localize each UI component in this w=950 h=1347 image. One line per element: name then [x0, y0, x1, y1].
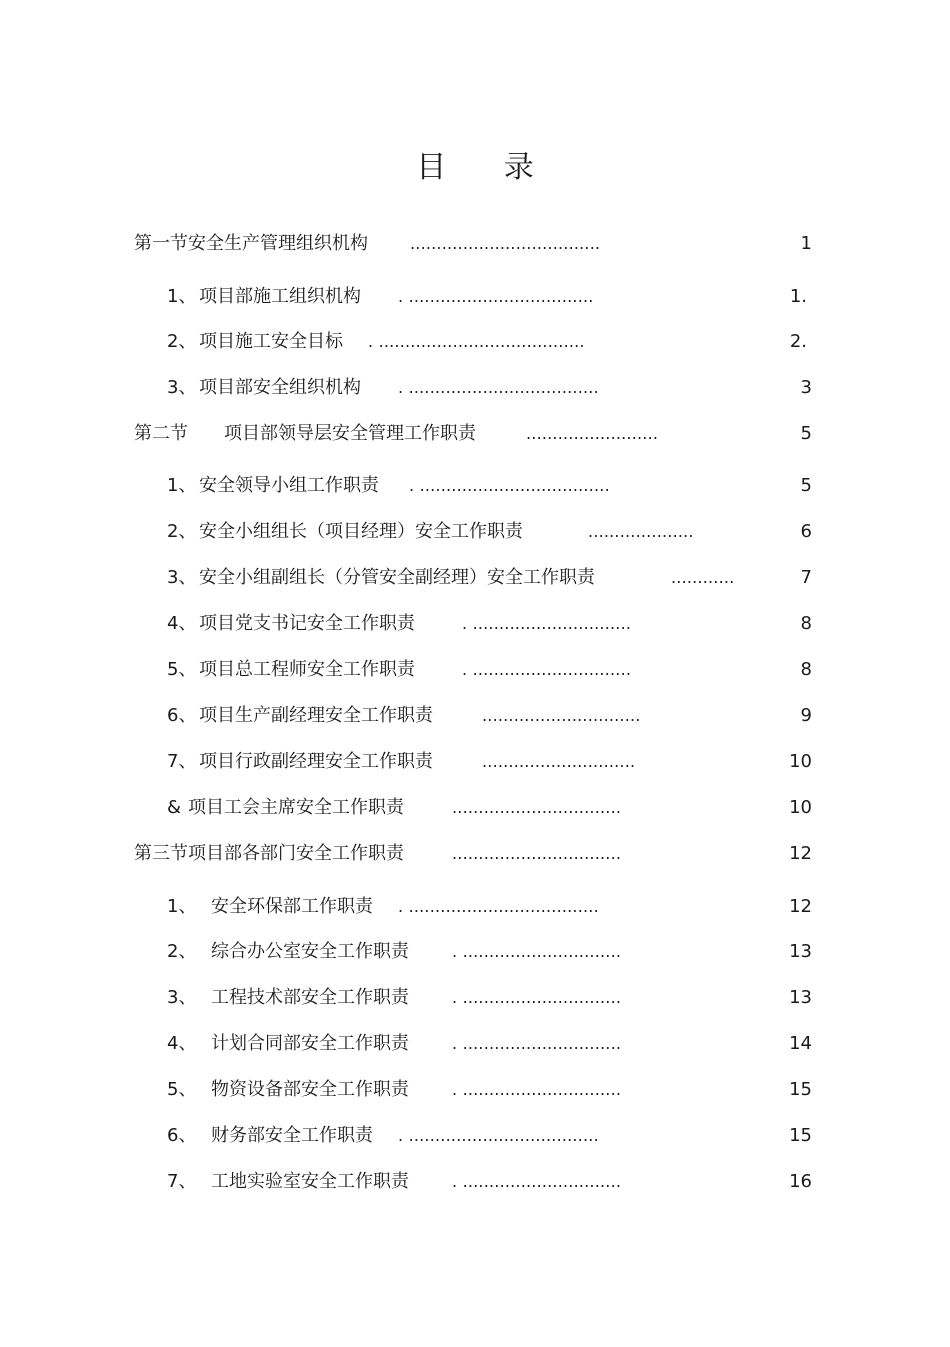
- toc-entry-number: 2、: [167, 941, 197, 962]
- toc-entry: [0, 609, 950, 639]
- toc-entry: [0, 282, 950, 312]
- toc-page-number: 16: [789, 1171, 812, 1192]
- toc-entry: [0, 655, 950, 685]
- toc-entry-number: 3、: [167, 377, 197, 398]
- toc-entry: [0, 229, 950, 259]
- toc-entry-label: 安全领导小组工作职责: [199, 475, 379, 496]
- toc-entry-label: 项目生产副经理安全工作职责: [199, 705, 433, 726]
- toc-entry: [0, 839, 950, 869]
- toc-leader-dots: ................................: [452, 798, 622, 817]
- toc-entry-number: 第二节: [134, 423, 188, 444]
- toc-entry-number: 4、: [167, 613, 197, 634]
- toc-entry-number: 1、: [167, 475, 197, 496]
- toc-entry-label: 项目施工安全目标: [199, 331, 343, 352]
- toc-leader-dots: . ..............................: [462, 614, 632, 633]
- toc-leader-dots: ....................: [588, 522, 694, 541]
- toc-entry: [0, 517, 950, 547]
- toc-leader-dots: ................................: [452, 844, 622, 863]
- toc-leader-dots: . .......................................: [368, 332, 585, 351]
- toc-entry-number: 1、: [167, 286, 197, 307]
- toc-entry: [0, 327, 950, 357]
- toc-entry: [0, 1121, 950, 1151]
- toc-entry-number: 2、: [167, 521, 197, 542]
- toc-leader-dots: .............................: [482, 752, 636, 771]
- toc-entry: [0, 983, 950, 1013]
- toc-entry-label: 项目部领导层安全管理工作职责: [224, 423, 476, 444]
- toc-entry-label: 计划合同部安全工作职责: [211, 1033, 409, 1054]
- toc-entry: [0, 793, 950, 823]
- toc-leader-dots: ............: [671, 568, 735, 587]
- toc-entry-number: 3、: [167, 567, 197, 588]
- toc-entry-label: 项目工会主席安全工作职责: [188, 797, 404, 818]
- toc-page-number: 12: [789, 843, 812, 864]
- toc-entry: [0, 701, 950, 731]
- toc-page-number: 1: [800, 233, 812, 254]
- toc-leader-dots: . ....................................: [398, 897, 599, 916]
- toc-leader-dots: . ...................................: [398, 287, 594, 306]
- toc-entry-label: 项目总工程师安全工作职责: [199, 659, 415, 680]
- toc-page-number: 14: [789, 1033, 812, 1054]
- toc-title: 目 录: [416, 150, 558, 185]
- toc-entry-label: 综合办公室安全工作职责: [211, 941, 409, 962]
- toc-entry-number: &: [167, 797, 182, 818]
- toc-entry: [0, 1075, 950, 1105]
- toc-entry-label: 项目部安全组织机构: [199, 377, 361, 398]
- toc-page-number: 5: [800, 475, 812, 496]
- toc-leader-dots: . ..............................: [452, 988, 622, 1007]
- toc-entry-number: 4、: [167, 1033, 197, 1054]
- toc-leader-dots: ..............................: [482, 706, 641, 725]
- toc-leader-dots: . ..............................: [452, 942, 622, 961]
- toc-entry-label: 财务部安全工作职责: [211, 1125, 373, 1146]
- toc-page-number: 15: [789, 1125, 812, 1146]
- toc-leader-dots: . ....................................: [398, 378, 599, 397]
- toc-leader-dots: . ..............................: [452, 1034, 622, 1053]
- toc-entry-number: 1、: [167, 896, 197, 917]
- toc-entry-number: 6、: [167, 1125, 197, 1146]
- toc-entry-label: 物资设备部安全工作职责: [211, 1079, 409, 1100]
- toc-entry-number: 3、: [167, 987, 197, 1008]
- toc-page-number: 10: [789, 797, 812, 818]
- toc-entry-label: 安全小组副组长（分管安全副经理）安全工作职责: [199, 567, 595, 588]
- toc-leader-dots: .........................: [526, 424, 659, 443]
- toc-entry-label: 第三节项目部各部门安全工作职责: [134, 843, 404, 864]
- toc-entry-label: 项目部施工组织机构: [199, 286, 361, 307]
- toc-entry-label: 工程技术部安全工作职责: [211, 987, 409, 1008]
- toc-entry-label: 工地实验室安全工作职责: [211, 1171, 409, 1192]
- toc-entry: [0, 747, 950, 777]
- toc-leader-dots: . ....................................: [398, 1126, 599, 1145]
- toc-entry: [0, 563, 950, 593]
- toc-page-number: 9: [800, 705, 812, 726]
- toc-entry-label: 项目行政副经理安全工作职责: [199, 751, 433, 772]
- toc-page-number: 12: [789, 896, 812, 917]
- toc-entry-number: 7、: [167, 751, 197, 772]
- toc-page-number: 2.: [789, 331, 807, 352]
- toc-entry: [0, 1167, 950, 1197]
- toc-leader-dots: . ..............................: [452, 1080, 622, 1099]
- toc-page-number: 13: [789, 941, 812, 962]
- toc-page-number: 15: [789, 1079, 812, 1100]
- toc-page-number: 10: [789, 751, 812, 772]
- toc-entry-number: 7、: [167, 1171, 197, 1192]
- toc-entry: [0, 1029, 950, 1059]
- toc-page-number: 1.: [789, 286, 807, 307]
- toc-page-number: 8: [800, 659, 812, 680]
- toc-page-number: 3: [800, 377, 812, 398]
- toc-page-number: 8: [800, 613, 812, 634]
- toc-entry: [0, 892, 950, 922]
- toc-page-number: 6: [800, 521, 812, 542]
- toc-leader-dots: . ..............................: [462, 660, 632, 679]
- toc-entry-label: 安全环保部工作职责: [211, 896, 373, 917]
- toc-page-number: 13: [789, 987, 812, 1008]
- toc-entry-label: 安全小组组长（项目经理）安全工作职责: [199, 521, 523, 542]
- toc-entry: [0, 373, 950, 403]
- toc-page-number: 7: [800, 567, 812, 588]
- toc-entry-number: 5、: [167, 659, 197, 680]
- toc-entry-label: 项目党支书记安全工作职责: [199, 613, 415, 634]
- toc-entry-number: 6、: [167, 705, 197, 726]
- toc-entry: [0, 937, 950, 967]
- toc-entry-number: 2、: [167, 331, 197, 352]
- toc-leader-dots: ....................................: [410, 234, 601, 253]
- toc-leader-dots: . ....................................: [409, 476, 610, 495]
- toc-page-number: 5: [800, 423, 812, 444]
- toc-leader-dots: . ..............................: [452, 1172, 622, 1191]
- toc-entry-number: 5、: [167, 1079, 197, 1100]
- toc-entry: [0, 471, 950, 501]
- toc-entry: [0, 419, 950, 449]
- toc-entry-label: 第一节安全生产管理组织机构: [134, 233, 368, 254]
